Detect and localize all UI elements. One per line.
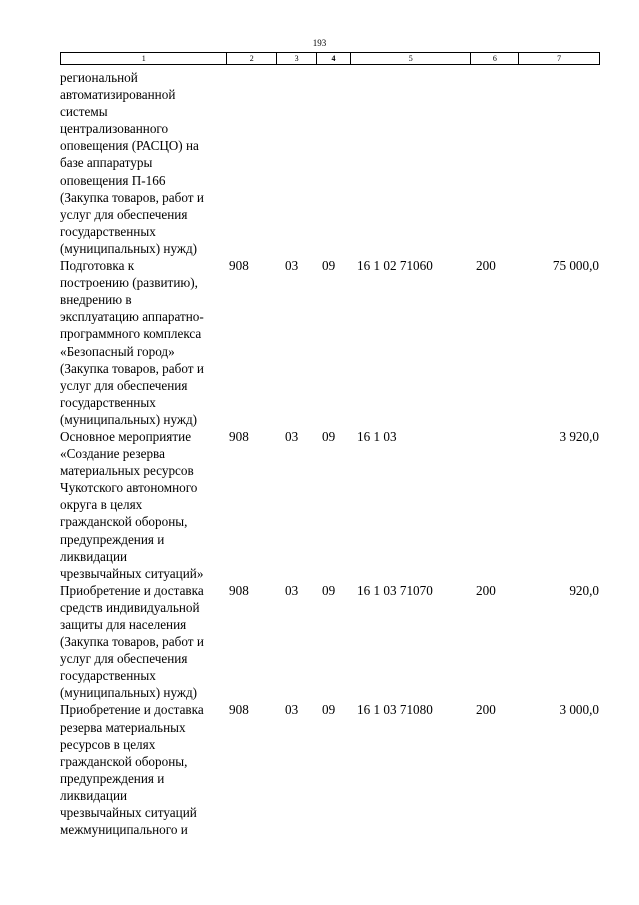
row-sum: 920,0 [569,582,599,598]
row-csr: 16 1 03 71070 [357,582,433,598]
header-col-7: 7 [557,54,562,63]
row-ved: 908 [229,582,249,598]
row-description: региональной автоматизированной системы централизованного оповещения (РАСЦО) на базе аппаратуры оповещения П-166 (Закупка товаров, работ и услуг для обеспечения государственных (муниципальных) нужд) [60,70,204,256]
row-sum: 75 000,0 [552,258,599,274]
row-vr: 200 [476,258,496,274]
row-rz: 03 [285,258,299,274]
row-csr: 16 1 03 71080 [357,702,433,718]
header-col-3: 3 [277,53,317,64]
header-col-5: 5 [351,53,472,64]
row-pr: 09 [322,428,336,444]
header-col-6: 6 [471,53,519,64]
table-row [60,582,620,702]
table-header [60,52,600,65]
table-row [60,69,620,257]
row-rz: 03 [285,582,299,598]
row-description: Подготовка к построению (развитию), внедрению в эксплуатацию аппаратно- программного комплекса «Безопасный город» (Закупка товаров, работ и услуг для обеспечения государственных (муниципальных) нужд) [60,258,204,427]
row-ved: 908 [229,258,249,274]
table-body [60,69,620,838]
page-number: 193 [312,38,327,48]
row-sum: 3 000,0 [559,702,599,718]
row-pr: 09 [322,258,336,274]
row-csr: 16 1 02 71060 [357,258,433,274]
table-row [60,428,620,582]
row-sum: 3 920,0 [559,428,599,444]
row-description: Приобретение и доставка средств индивидуальной защиты для населения (Закупка товаров, работ и услуг для обеспечения государственных (муниципальных) нужд) [60,582,204,701]
header-col-2: 2 [227,53,277,64]
row-vr: 200 [476,582,496,598]
row-pr: 09 [322,702,336,718]
header-col-1: 1 [61,53,227,64]
row-pr: 09 [322,582,336,598]
row-csr: 16 1 03 [357,428,397,444]
row-rz: 03 [285,702,299,718]
row-ved: 908 [229,428,249,444]
row-description: Приобретение и доставка резерва материальных ресурсов в целях гражданской обороны, предупреждения и ликвидации чрезвычайных ситуаций межмуниципального и [60,702,204,838]
row-ved: 908 [229,702,249,718]
row-vr: 200 [476,702,496,718]
row-rz: 03 [285,428,299,444]
header-col-4: 4 [317,53,351,64]
row-description: Основное мероприятие «Создание резерва материальных ресурсов Чукотского автономного округа в целях гражданской обороны, предупреждения и ликвидации чрезвычайных ситуаций» [60,428,204,581]
table-row [60,257,620,428]
table-row [60,701,620,838]
